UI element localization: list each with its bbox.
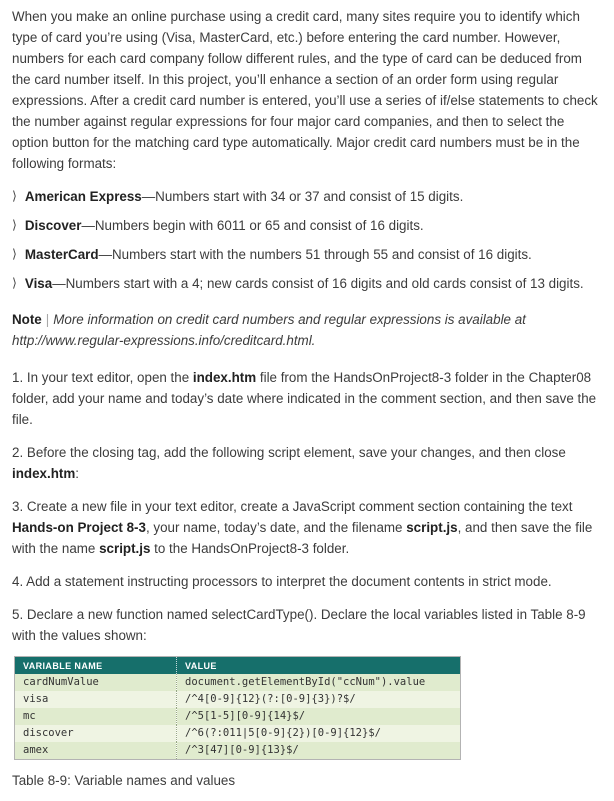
filename-emphasis: index.htm [192,370,257,385]
step-text: 2. Before the closing tag, add the following script element, save your changes, and then close [12,445,566,460]
card-name: American Express [24,189,142,204]
card-format-list [12,186,604,295]
step-text: file from the HandsOnProject8-3 folder in the Chapter08 folder, add your name and today’s date where indicated in the comment section, and then save the file. [12,370,597,427]
variables-table [14,656,461,760]
table-row [15,708,460,725]
variable-value-cell: /^5[1-5][0-9]{14}$/ [177,708,461,725]
step-5 [12,604,604,646]
card-description: —Numbers start with 34 or 37 and consist of 15 digits. [141,189,464,204]
step-text: to the HandsOnProject8-3 folder. [150,541,350,556]
variable-value-cell: /^3[47][0-9]{13}$/ [177,742,461,759]
variable-value-cell: /^4[0-9]{12}(?:[0-9]{3})?$/ [177,691,461,708]
variable-name-cell: visa [15,691,177,708]
step-text: : [75,466,79,481]
table-row [15,691,460,708]
column-header-value: VALUE [177,657,461,674]
note-label: Note [12,312,42,327]
variable-name-cell: discover [15,725,177,742]
filename-emphasis: script.js [406,520,458,535]
intro-paragraph: When you make an online purchase using a credit card, many sites require you to identify which type of card you’re using (Visa, MasterCard, etc.) before entering the card number. However, numbers for each card company follow different rules, and the type of card can be deduced from the card number itself. In this project, you’ll enhance a section of an order form using regular expressions. After a credit card number is entered, you’ll use a series of if/else statements to check the number against regular expressions for four major card companies, and then to select the option button for the matching card type automatically. Major credit card numbers must be in the following formats: [12,9,598,171]
project-name-emphasis: Hands-on Project 8-3 [12,520,146,535]
step-3 [12,496,604,559]
note-paragraph [12,309,604,351]
card-description: —Numbers begin with 6011 or 65 and consist of 16 digits. [81,218,424,233]
step-4 [12,571,604,592]
step-text: 4. Add a statement instructing processors to interpret the document contents in strict mode. [12,574,552,589]
column-header-variable-name: VARIABLE NAME [15,657,177,674]
filename-emphasis: script.js [99,541,151,556]
list-bullet-icon: ⟩ [12,247,17,261]
card-description: —Numbers start with a 4; new cards consist of 16 digits and old cards consist of 13 digits. [52,276,584,291]
list-bullet-icon: ⟩ [12,218,17,232]
table-header-row [15,657,460,674]
step-2 [12,442,604,484]
step-1 [12,367,604,430]
card-name: MasterCard [24,247,99,262]
variable-name-cell: amex [15,742,177,759]
list-bullet-icon: ⟩ [12,276,17,290]
step-text: 3. Create a new file in your text editor, create a JavaScript comment section containing the text [12,499,573,514]
list-item-visa [12,273,604,295]
step-text: , and then save the file with the name [12,520,593,556]
variable-value-cell: /^6(?:011|5[0-9]{2})[0-9]{12}$/ [177,725,461,742]
variable-name-cell: cardNumValue [15,674,177,691]
table-caption: Table 8-9: Variable names and values [12,773,236,788]
table-row [15,725,460,742]
note-text: More information on credit card numbers and regular expressions is available at http://www.regular-expressions.info/creditcard.html. [12,312,526,348]
step-text: 5. Declare a new function named selectCardType(). Declare the local variables listed in Table 8-9 with the values shown: [12,607,586,643]
table-row [15,674,460,691]
card-name: Visa [24,276,53,291]
variable-value-cell: document.getElementById("ccNum").value [177,674,461,691]
card-description: —Numbers start with the numbers 51 through 55 and consist of 16 digits. [98,247,532,262]
list-item-american-express [12,186,604,208]
list-bullet-icon: ⟩ [12,189,17,203]
step-text: 1. In your text editor, open the [12,370,193,385]
table-8-9 [15,657,460,759]
list-item-discover [12,215,604,237]
note-separator: | [45,312,50,327]
list-item-mastercard [12,244,604,266]
step-text: , your name, today’s date, and the filename [145,520,407,535]
card-name: Discover [24,218,82,233]
variable-name-cell: mc [15,708,177,725]
table-row [15,742,460,759]
filename-emphasis: index.htm [12,466,76,481]
